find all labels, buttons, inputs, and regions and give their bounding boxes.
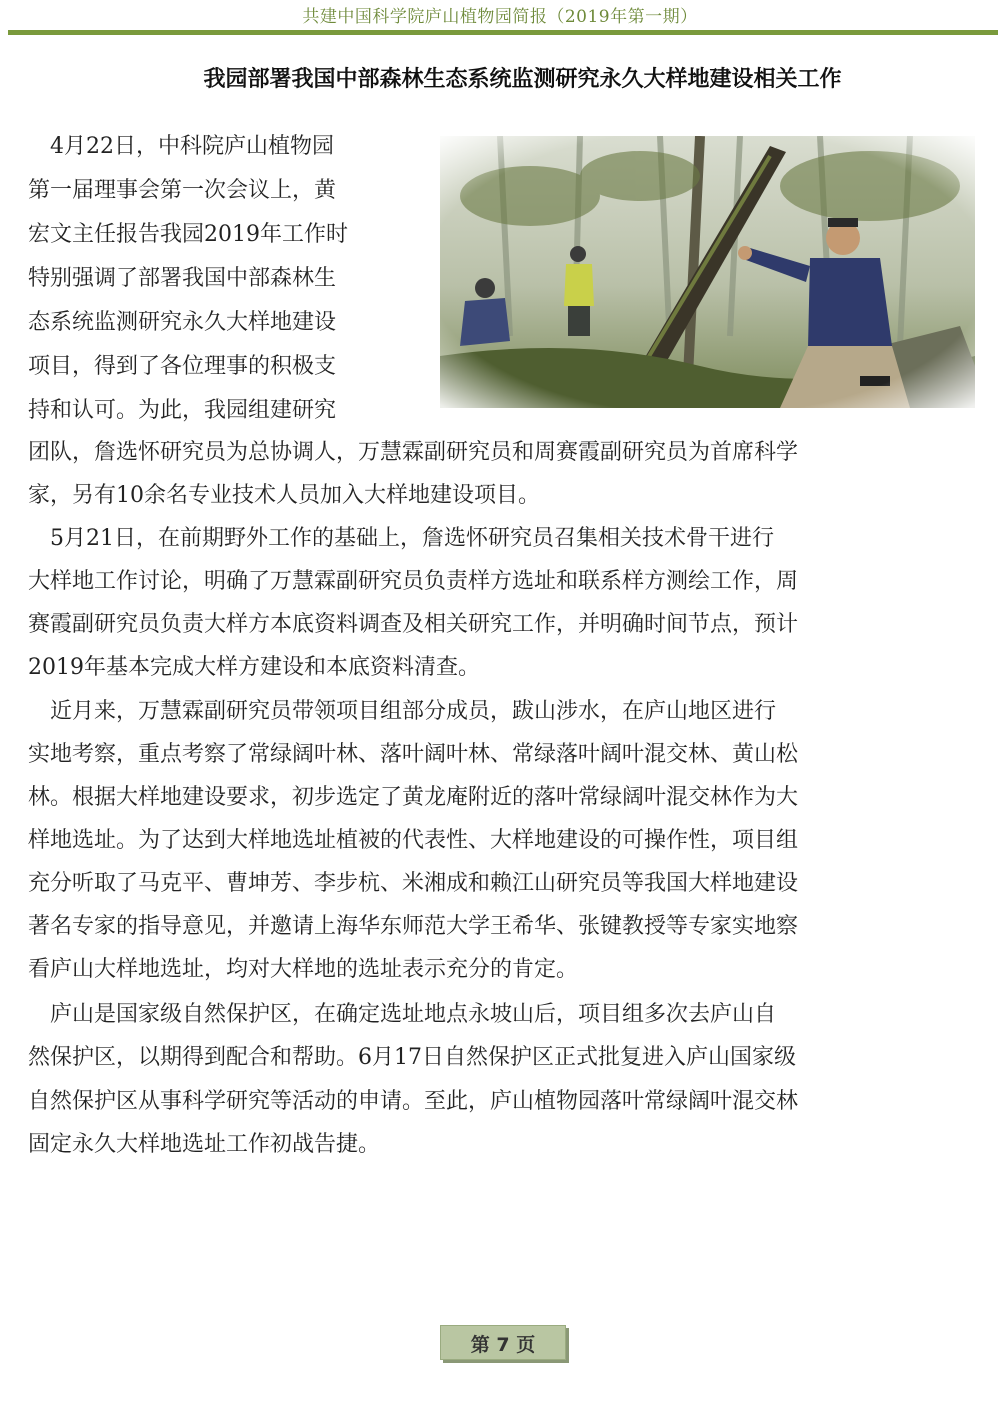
body-line: 固定永久大样地选址工作初战告捷。 — [28, 1132, 381, 1157]
body-line: 看庐山大样地选址，均对大样地的选址表示充分的肯定。 — [28, 957, 579, 982]
body-line: 项目，得到了各位理事的积极支 — [28, 354, 337, 379]
forest-photo — [440, 136, 975, 408]
body-line: 然保护区，以期得到配合和帮助。6月17日自然保护区正式批复进入庐山国家级 — [28, 1045, 796, 1070]
body-line: 著名专家的指导意见，并邀请上海华东师范大学王希华、张键教授等专家实地察 — [28, 914, 799, 939]
body-line: 4月22日，中科院庐山植物园 — [28, 134, 334, 159]
body-line: 充分听取了马克平、曹坤芳、李步杭、米湘成和赖江山研究员等我国大样地建设 — [28, 871, 799, 896]
page-number-tab — [440, 1325, 566, 1360]
body-line: 林。根据大样地建设要求，初步选定了黄龙庵附近的落叶常绿阔叶混交林作为大 — [28, 785, 799, 810]
header-divider — [8, 30, 998, 35]
body-line: 2019年基本完成大样方建设和本底资料清查。 — [28, 655, 480, 680]
body-line: 持和认可。为此，我园组建研究 — [28, 398, 337, 423]
body-line: 团队，詹选怀研究员为总协调人，万慧霖副研究员和周赛霞副研究员为首席科学 — [28, 440, 799, 465]
body-line: 样地选址。为了达到大样地选址植被的代表性、大样地建设的可操作性，项目组 — [28, 828, 799, 853]
body-line: 自然保护区从事科学研究等活动的申请。至此，庐山植物园落叶常绿阔叶混交林 — [28, 1089, 799, 1114]
body-line: 赛霞副研究员负责大样方本底资料调查及相关研究工作，并明确时间节点，预计 — [28, 612, 799, 637]
page-number: 第 7 页 — [470, 1334, 536, 1356]
body-line: 宏文主任报告我园2019年工作时 — [28, 222, 348, 247]
body-line: 态系统监测研究永久大样地建设 — [28, 310, 337, 335]
body-line: 特别强调了部署我国中部森林生 — [28, 266, 337, 291]
body-line: 实地考察，重点考察了常绿阔叶林、落叶阔叶林、常绿落叶阔叶混交林、黄山松 — [28, 742, 799, 767]
running-header: 共建中国科学院庐山植物园简报（2019年第一期） — [302, 7, 698, 27]
body-line: 家，另有10余名专业技术人员加入大样地建设项目。 — [28, 483, 540, 508]
body-line: 庐山是国家级自然保护区，在确定选址地点永坡山后，项目组多次去庐山自 — [28, 1002, 777, 1027]
body-line: 第一届理事会第一次会议上，黄 — [28, 178, 337, 203]
body-line: 近月来，万慧霖副研究员带领项目组部分成员，跋山涉水，在庐山地区进行 — [28, 699, 777, 724]
body-line: 大样地工作讨论，明确了万慧霖副研究员负责样方选址和联系样方测绘工作，周 — [28, 569, 799, 594]
body-line: 5月21日，在前期野外工作的基础上，詹选怀研究员召集相关技术骨干进行 — [28, 526, 774, 551]
article-title: 我园部署我国中部森林生态系统监测研究永久大样地建设相关工作 — [203, 67, 842, 92]
